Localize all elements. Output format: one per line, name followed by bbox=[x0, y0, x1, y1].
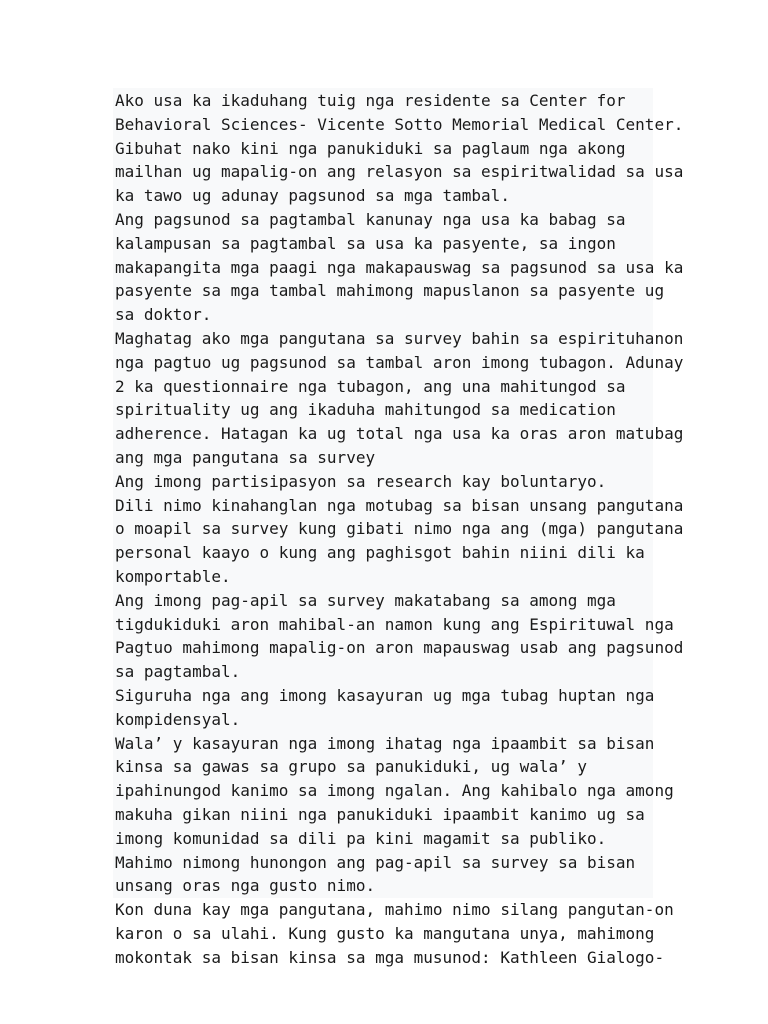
text-line: unsang oras nga gusto nimo. bbox=[115, 876, 376, 896]
text-line: Maghatag ako mga pangutana sa survey bahin sa espirituhanon bbox=[115, 328, 684, 348]
text-line: Ako usa ka ikaduhang tuig nga residente sa Center for bbox=[115, 91, 626, 110]
text-line: personal kaayo o kung ang paghisgot bahin niini dili ka bbox=[115, 543, 645, 563]
text-line: Behavioral Sciences- Vicente Sotto Memorial Medical Center. bbox=[115, 114, 684, 134]
text-line: makapangita mga paagi nga makapauswag sa pagsunod sa usa ka bbox=[115, 257, 684, 277]
text-line: kinsa sa gawas sa grupo sa panukiduki, ug wala’ y bbox=[115, 757, 588, 777]
text-line: ka tawo ug adunay pagsunod sa mga tambal. bbox=[115, 186, 510, 206]
text-line: mailhan ug mapalig-on ang relasyon sa espiritwalidad sa usa bbox=[115, 162, 684, 182]
text-line: ipahinungod kanimo sa imong ngalan. Ang kahibalo nga among bbox=[115, 781, 674, 801]
text-line: Ang pagsunod sa pagtambal kanunay nga usa ka babag sa bbox=[115, 209, 626, 229]
text-line: pasyente sa mga tambal mahimong mapuslanon sa pasyente ug bbox=[115, 281, 665, 301]
text-line: 2 ka questionnaire nga tubagon, ang una mahitungod sa bbox=[115, 376, 626, 396]
text-line: makuha gikan niini nga panukiduki ipaambit kanimo ug sa bbox=[115, 804, 645, 824]
text-line: nga pagtuo ug pagsunod sa tambal aron imong tubagon. Adunay bbox=[115, 352, 684, 372]
text-line: Pagtuo mahimong mapalig-on aron mapauswag usab ang pagsunod bbox=[115, 638, 684, 658]
consent-text-block bbox=[113, 88, 684, 967]
text-line: Ang imong partisipasyon sa research kay boluntaryo. bbox=[115, 471, 607, 491]
text-line: adherence. Hatagan ka ug total nga usa ka oras aron matubag bbox=[115, 424, 684, 444]
text-line: mokontak sa bisan kinsa sa mga musunod: Kathleen Gialogo- bbox=[115, 947, 665, 967]
text-line: imong komunidad sa dili pa kini magamit sa publiko. bbox=[115, 828, 607, 848]
text-line: Dili nimo kinahanglan nga motubag sa bisan unsang pangutana bbox=[115, 495, 684, 515]
text-line: spirituality ug ang ikaduha mahitungod sa medication bbox=[115, 400, 616, 420]
text-line: Ang imong pag-apil sa survey makatabang sa among mga bbox=[115, 590, 616, 610]
text-line: sa doktor. bbox=[115, 305, 212, 325]
text-line: Siguruha nga ang imong kasayuran ug mga tubag huptan nga bbox=[115, 685, 655, 705]
text-line: Wala’ y kasayuran nga imong ihatag nga ipaambit sa bisan bbox=[115, 733, 655, 753]
text-line: komportable. bbox=[115, 566, 231, 586]
text-line: ang mga pangutana sa survey bbox=[115, 447, 376, 467]
text-line: Kon duna kay mga pangutana, mahimo nimo silang pangutan-on bbox=[115, 900, 674, 920]
text-line: Mahimo nimong hunongon ang pag-apil sa survey sa bisan bbox=[115, 852, 636, 872]
text-line: tigdukiduki aron mahibal-an namon kung ang Espirituwal nga bbox=[115, 614, 674, 634]
text-line: o moapil sa survey kung gibati nimo nga ang (mga) pangutana bbox=[115, 519, 684, 539]
text-line: kalampusan sa pagtambal sa usa ka pasyente, sa ingon bbox=[115, 233, 616, 253]
text-line: kompidensyal. bbox=[115, 709, 241, 729]
text-line: Gibuhat nako kini nga panukiduki sa paglaum nga akong bbox=[115, 138, 626, 158]
text-line: karon o sa ulahi. Kung gusto ka mangutana unya, mahimong bbox=[115, 923, 655, 943]
text-line: sa pagtambal. bbox=[115, 662, 241, 682]
